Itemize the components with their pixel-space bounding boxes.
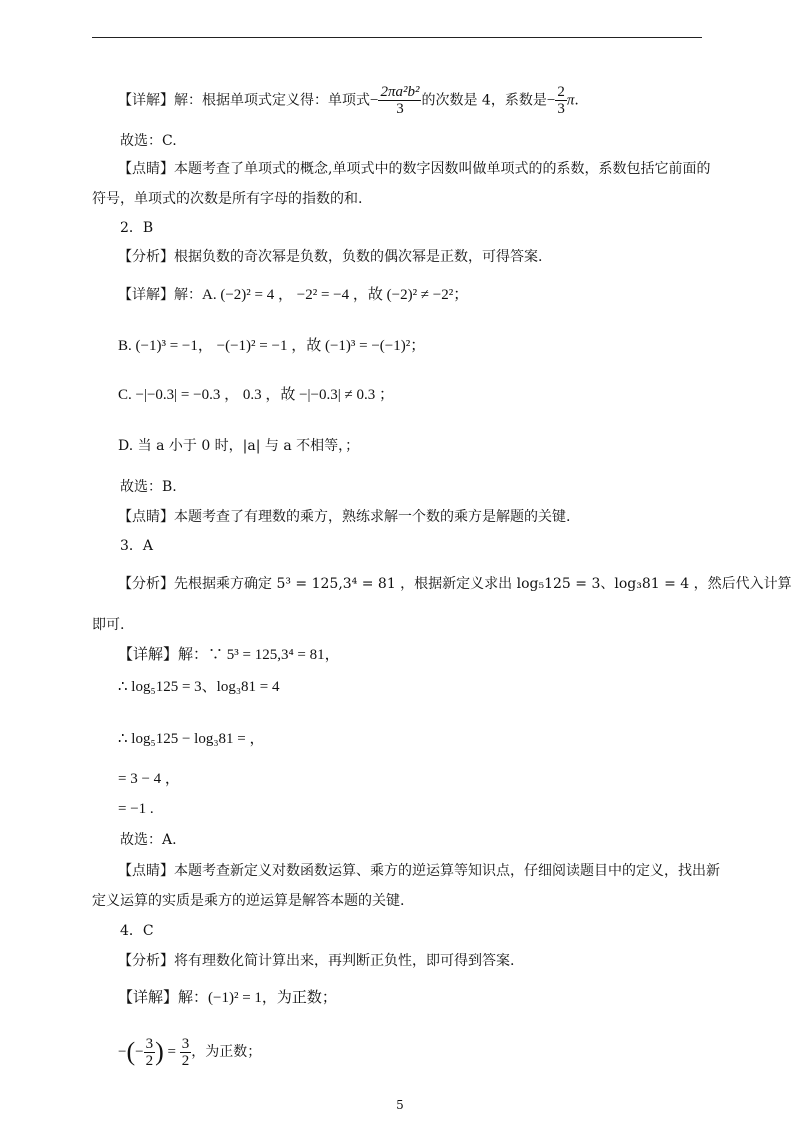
q2-detail-prefix: 【详解】解： (118, 287, 202, 303)
q3-analysis-line1: 【分析】先根据乘方确定 5³ = 125,3⁴ = 81 ，根据新定义求出 log₅125 = 3、log₃81 = 4 ，然后代入计算 (118, 576, 792, 592)
q3-analysis-line2: 即可. (92, 617, 125, 633)
q1-monomial-fraction: $\frac{\text{2πa²b²}}{3}$ (380, 84, 420, 117)
q3-number: 3．A (120, 538, 154, 554)
q2-number: 2．B (120, 220, 154, 236)
q3-detail: 【详解】解：∵ 5³ = 125,3⁴ = 81， (118, 647, 340, 663)
q4-line-2: −(− $\frac{3}{2}$ ) = $\frac{3}{2}$ ，为正数； (118, 1035, 262, 1069)
q1-choice: 故选：C. (120, 133, 177, 149)
q3-comment-line1: 【点睛】本题考查新定义对数函数运算、乘方的逆运算等知识点，仔细阅读题目中的定义，找出新 (118, 863, 720, 879)
q2-comment: 【点睛】本题考查了有理数的乘方，熟练求解一个数的乘方是解题的关键. (118, 509, 571, 525)
q3-step-2: = −1 . (118, 801, 154, 817)
q3-therefore-2: ∴ log₅125 − log₃81 = ， (118, 731, 265, 747)
q4-analysis: 【分析】将有理数化简计算出来，再判断正负性，即可得到答案. (118, 953, 515, 969)
q3-choice: 故选：A. (120, 832, 177, 848)
q1-comment-line2: 符号，单项式的次数是所有字母的指数的和. (92, 191, 363, 207)
q2-option-a: A. (−2)² = 4 ， −2² = −4 ，故 (−2)² ≠ −2²； (202, 287, 469, 303)
header-rule (92, 37, 702, 38)
q4-frac-result: $\frac{3}{2}$ (181, 1035, 190, 1069)
q1-detail-prefix: 【详解】解：根据单项式定义得：单项式 (118, 92, 370, 109)
q2-detail-a (118, 286, 468, 304)
q1-coef-fraction: $\frac{2}{3}$ (557, 84, 565, 117)
q2-choice: 故选：B. (120, 479, 177, 495)
q3-step-1: = 3 − 4 ， (118, 771, 180, 787)
q1-detail-line: 【详解】解：根据单项式定义得：单项式− $\frac{\text{2πa²b²}}{3}$ 的次数是 4，系数是− $\frac{2}{3}$ π. (118, 84, 579, 117)
q2-option-d: D. 当 a 小于 0 时，|a| 与 a 不相等，； (118, 438, 360, 454)
q4-number: 4．C (120, 923, 154, 939)
q3-comment-line2: 定义运算的实质是乘方的逆运算是解答本题的关键. (92, 893, 405, 909)
q3-therefore-1: ∴ log₅125 = 3、log₃81 = 4 (118, 679, 280, 695)
page-number: 5 (396, 1098, 404, 1112)
q2-analysis: 【分析】根据负数的奇次幂是负数，负数的偶次幂是正数，可得答案. (118, 249, 543, 265)
q4-detail: 【详解】解：(−1)² = 1，为正数； (118, 990, 337, 1006)
q2-option-b: B. (−1)³ = −1， −(−1)² = −1 ，故 (−1)³ = −(−1)²； (118, 338, 426, 354)
q1-comment-line1: 【点睛】本题考查了单项式的概念,单项式中的数字因数叫做单项式的的系数，系数包括它前面的 (118, 161, 711, 177)
q2-option-c: C. −|−0.3| = −0.3 ， 0.3 ，故 −|−0.3| ≠ 0.3 ； (118, 387, 395, 403)
q4-frac-inner: $\frac{3}{2}$ (145, 1035, 154, 1069)
q1-degree-text: 的次数是 4，系数是 (421, 92, 547, 109)
